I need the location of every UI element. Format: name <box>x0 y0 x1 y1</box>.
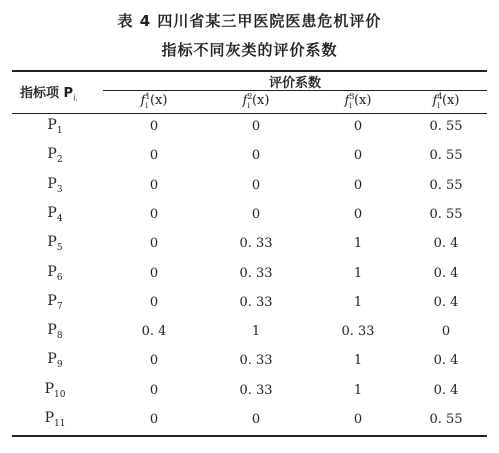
table-cell-f3: 1 <box>353 265 363 281</box>
column-header-symbol: f <box>140 93 146 109</box>
column-header-subscript: i <box>145 100 148 110</box>
row-indicator-letter: P <box>47 322 57 339</box>
table-cell-f2: 0. 33 <box>239 294 273 310</box>
column-header-argument: (x) <box>441 93 460 109</box>
row-indicator-id <box>30 264 80 283</box>
table-cell-f3: 0. 33 <box>341 324 375 340</box>
row-indicator-subscript: 1 <box>56 125 63 136</box>
row-indicator-id <box>30 117 80 136</box>
row-indicator-letter: P <box>47 175 57 192</box>
row-indicator-id <box>30 234 80 253</box>
table-cell-f1: 0 <box>149 119 159 134</box>
table-cell-f4: 0. 55 <box>429 177 463 193</box>
row-indicator-subscript: 7 <box>56 301 63 312</box>
row-indicator-subscript: 4 <box>56 213 63 224</box>
row-indicator-subscript: 5 <box>56 242 63 253</box>
table-cell-f2: 0 <box>251 148 261 164</box>
table-cell-f4: 0. 4 <box>433 382 459 398</box>
table-cell-f4: 0. 4 <box>433 294 459 310</box>
table-cell-f1: 0 <box>149 206 159 222</box>
column-header-f4 <box>406 92 486 110</box>
table-cell-f3: 1 <box>353 236 363 252</box>
row-indicator-subscript: 2 <box>56 155 63 166</box>
row-indicator-subscript: 3 <box>56 184 63 195</box>
row-indicator-letter: P <box>47 117 57 133</box>
table-cell-f1: 0 <box>149 177 159 193</box>
table-header-rule <box>12 113 487 114</box>
row-indicator-letter: P <box>47 234 57 251</box>
row-indicator-letter: P <box>47 292 57 309</box>
table-cell-f2: 0 <box>251 206 261 222</box>
table-cell-f3: 1 <box>353 382 363 398</box>
table-cell-f3: 1 <box>353 353 363 369</box>
column-header-symbol: f <box>242 93 248 109</box>
table-cell-f2: 0 <box>251 119 261 134</box>
table-cell-f4: 0. 4 <box>433 236 459 252</box>
row-indicator-letter: P <box>44 380 54 397</box>
row-indicator-subscript: 11 <box>53 418 66 429</box>
row-indicator-id <box>30 351 80 370</box>
table-cell-f1: 0 <box>149 148 159 164</box>
table-cell-f2: 0. 33 <box>239 382 273 398</box>
row-indicator-subscript: 6 <box>56 272 63 283</box>
table-cell-f4: 0. 4 <box>433 353 459 369</box>
column-header-subscript: i <box>349 100 352 110</box>
row-indicator-subscript: 10 <box>53 389 66 400</box>
row-indicator-letter: P <box>47 204 57 221</box>
table-cell-f2: 0 <box>251 412 261 427</box>
table-cell-f1: 0 <box>149 382 159 398</box>
row-header <box>20 82 78 103</box>
column-header-argument: (x) <box>353 93 372 109</box>
column-header-argument: (x) <box>149 93 168 109</box>
column-header-subscript: i <box>437 100 440 110</box>
row-indicator-letter: P <box>47 263 57 280</box>
row-header-subscript: i. <box>73 93 78 103</box>
row-indicator-id <box>30 322 80 341</box>
row-indicator-id <box>30 205 80 224</box>
table-cell-f4: 0 <box>441 324 451 340</box>
table-cell-f1: 0 <box>149 412 159 427</box>
row-indicator-id <box>30 410 80 429</box>
group-header: 评价系数 <box>268 76 321 91</box>
column-header-f3 <box>318 92 398 110</box>
row-indicator-letter: P <box>47 351 57 368</box>
table-bottom-rule <box>12 435 487 437</box>
table-caption-line-2: 指标不同灰类的评价系数 <box>161 41 338 59</box>
row-indicator-subscript: 8 <box>56 330 63 341</box>
column-header-superscript: 1 <box>145 92 151 101</box>
row-indicator-id <box>30 381 80 400</box>
table-cell-f1: 0. 4 <box>141 324 167 340</box>
table-cell-f3: 0 <box>353 119 363 134</box>
table-cell-f2: 0. 33 <box>239 265 273 281</box>
table-cell-f1: 0 <box>149 353 159 369</box>
row-indicator-letter: P <box>47 146 57 163</box>
row-indicator-subscript: 9 <box>56 360 63 371</box>
table-cell-f3: 1 <box>353 294 363 310</box>
column-header-superscript: 3 <box>349 92 355 101</box>
column-header-symbol: f <box>344 93 350 109</box>
table-cell-f3: 0 <box>353 206 363 222</box>
table-cell-f2: 0 <box>251 177 261 193</box>
column-header-symbol: f <box>432 93 438 109</box>
table-cell-f3: 0 <box>353 148 363 164</box>
row-indicator-id <box>30 293 80 312</box>
table-cell-f1: 0 <box>149 236 159 252</box>
table-cell-f4: 0. 55 <box>429 206 463 222</box>
table-cell-f3: 0 <box>353 412 363 427</box>
table-cell-f2: 1 <box>251 324 261 340</box>
table-cell-f4: 0. 55 <box>429 119 463 134</box>
column-header-f1 <box>114 92 194 110</box>
row-indicator-id <box>30 146 80 165</box>
table-cell-f1: 0 <box>149 265 159 281</box>
column-header-subscript: i <box>247 100 250 110</box>
column-header-argument: (x) <box>251 93 270 109</box>
table-cell-f2: 0. 33 <box>239 236 273 252</box>
table-cell-f2: 0. 33 <box>239 353 273 369</box>
column-header-superscript: 2 <box>247 92 253 101</box>
table-caption-line-1: 表 4 四川省某三甲医院医患危机评价 <box>117 12 382 30</box>
column-header-f2 <box>216 92 296 110</box>
column-header-superscript: 4 <box>437 92 443 101</box>
table-cell-f1: 0 <box>149 294 159 310</box>
table-cell-f4: 0. 4 <box>433 265 459 281</box>
table-cell-f4: 0. 55 <box>429 412 463 427</box>
row-indicator-id <box>30 176 80 195</box>
table-cell-f3: 0 <box>353 177 363 193</box>
row-indicator-letter: P <box>44 410 54 426</box>
table-cell-f4: 0. 55 <box>429 148 463 164</box>
row-header-text: 指标项 P <box>20 86 74 101</box>
